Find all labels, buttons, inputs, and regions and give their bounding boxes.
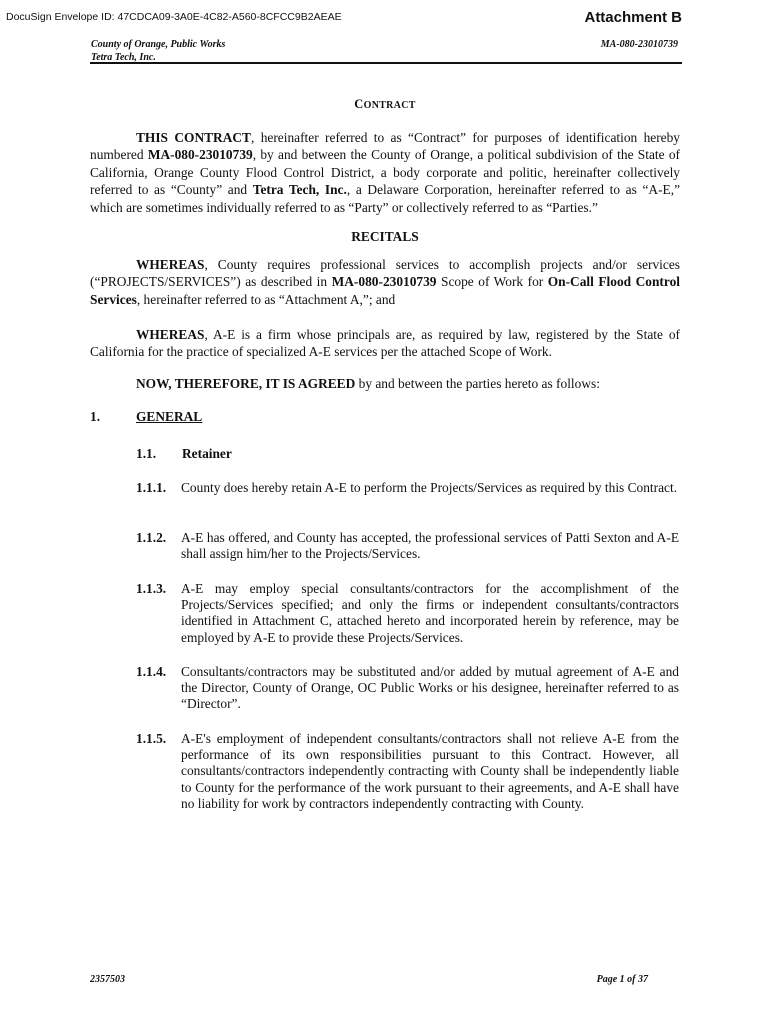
whereas-text-1a: , County requires professional services to accomplish projects and/or services (“PROJECTS/SERVICES”) as described in	[90, 257, 680, 290]
footer-document-number: 2357503	[90, 974, 125, 985]
clause-1-1-4-number: 1.1.4.	[136, 664, 167, 679]
section-1-number: 1.	[90, 409, 101, 424]
intro-text-3: , a Delaware Corporation, hereinafter referred to as “A-E,” which are sometimes individually referred to as “Party” or collectively referred to as “Parties.”	[90, 182, 681, 215]
subsection-1-1-title: Retainer	[182, 446, 232, 461]
recitals-heading: RECITALS	[351, 229, 419, 244]
clause-1-1-5-number: 1.1.5.	[136, 731, 167, 746]
header-contract-number: MA-080-23010739	[600, 39, 678, 50]
clause-1-1-3-text: A-E may employ special consultants/contractors for the accomplishment of the Projects/Services specified; and only the firms or independent consultants/contractors identified in Attachment C, attached hereto and incorporated herein by reference, may be employed by A-E to provide these Projects/Services.	[181, 581, 679, 645]
clause-1-1-4-text: Consultants/contractors may be substituted and/or added by mutual agreement of A-E and the Director, County of Orange, OC Public Works or his designee, hereinafter referred to as “Director”.	[181, 664, 679, 712]
header-parties	[91, 38, 225, 64]
intro-ae-name: Tetra Tech, Inc.	[252, 182, 347, 198]
whereas-service-name: On-Call Flood Control Services	[90, 274, 681, 307]
clause-1-1-2-text: A-E has offered, and County has accepted, the professional services of Patti Sexton and A-E shall assign him/her to the Projects/Services.	[181, 530, 679, 562]
contract-title	[90, 96, 680, 114]
clause-1-1-2-number: 1.1.2.	[136, 530, 167, 545]
whereas-contract-number: MA-080-23010739	[331, 274, 437, 290]
whereas-text-1c: , hereinafter referred to as “Attachment A,”; and	[136, 291, 396, 307]
clause-1-1-3-number: 1.1.3.	[136, 581, 167, 596]
whereas-paragraph-1	[90, 256, 680, 308]
whereas-paragraph-2	[90, 326, 680, 361]
section-1-title: GENERAL	[136, 409, 203, 424]
intro-paragraph	[90, 129, 680, 216]
intro-text-2: , by and between the County of Orange, a political subdivision of the State of California, Orange County Flood Control District, a body corporate and politic, hereinafter collectively referred to as “County” and	[90, 147, 680, 198]
intro-text-1: , hereinafter referred to as “Contract” for purposes of identification hereby numbered	[90, 130, 681, 163]
now-therefore-paragraph	[90, 375, 680, 392]
intro-contract-number: MA-080-23010739	[147, 147, 253, 163]
attachment-label: Attachment B	[584, 9, 682, 26]
whereas-lead-1: WHEREAS	[136, 257, 205, 272]
subsection-1-1-number: 1.1.	[136, 446, 157, 461]
title-rest: ONTRACT	[363, 100, 416, 111]
clause-1-1-5-text: A-E's employment of independent consultants/contractors shall not relieve A-E from the performance of its own responsibilities pursuant to this Contract. However, all consultants/contractors independently contracting with County shall be independently liable to County for the performance of the work pursuant to their agreements, and A-E shall have no liability for work by contractors independently contracting with County.	[181, 731, 679, 811]
clause-1-1-1-number: 1.1.1.	[136, 480, 167, 495]
whereas-text-1b: Scope of Work for	[436, 274, 548, 290]
whereas-lead-2: WHEREAS	[136, 327, 205, 342]
header-rule	[90, 62, 682, 64]
intro-lead: THIS CONTRACT	[136, 130, 251, 145]
whereas-text-2: , A-E is a firm whose principals are, as required by law, registered by the State of California for the practice of specialized A-E services per the attached Scope of Work.	[90, 327, 680, 360]
footer-page-number: Page 1 of 37	[596, 974, 648, 985]
now-therefore-lead: NOW, THEREFORE, IT IS AGREED	[136, 376, 356, 391]
now-therefore-text: by and between the parties hereto as follows:	[355, 376, 600, 391]
docusign-envelope-id: DocuSign Envelope ID: 47CDCA09-3A0E-4C82-A560-8CFCC9B2AEAE	[6, 11, 342, 23]
header-county: County of Orange, Public Works	[91, 39, 226, 50]
clause-1-1-1-text: County does hereby retain A-E to perform the Projects/Services as required by this Contract.	[181, 480, 678, 495]
title-initial: C	[354, 97, 364, 111]
header-firm: Tetra Tech, Inc.	[91, 52, 156, 63]
